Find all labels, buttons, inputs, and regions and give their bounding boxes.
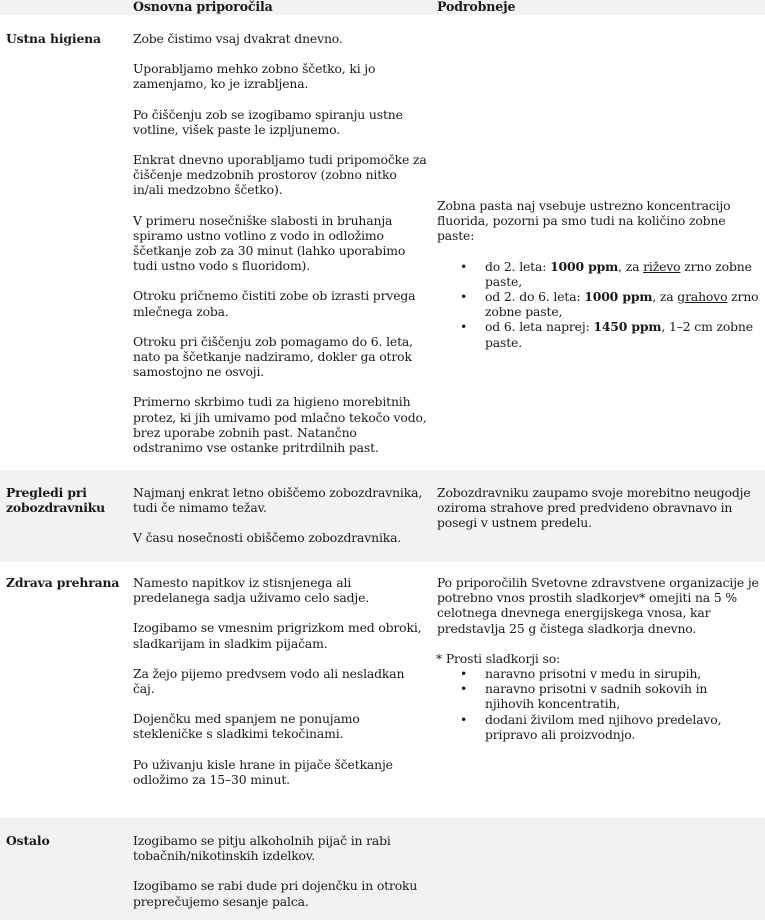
header-basic-recommendations: Osnovna priporočila (133, 0, 273, 14)
recommendation: Uporabljamo mehko zobno ščetko, ki jo zamenjamo, ko je izrabljena. (133, 61, 376, 92)
table-row-healthy-diet (0, 562, 765, 818)
recommendation: Otroku pričnemo čistiti zobe ob izrasti prvega mlečnega zoba. (133, 288, 416, 319)
recommendation: Po čiščenju zob se izogibamo spiranju ustne votline, višek paste le izpljunemo. (133, 106, 403, 137)
details (437, 485, 759, 531)
basic-recommendations (133, 485, 428, 546)
recommendation: Po uživanju kisle hrane in pijače ščetkanje odložimo za 15–30 minut. (133, 756, 393, 787)
recommendation: Izogibamo se pitju alkoholnih pijač in rabi tobačnih/nikotinskih izdelkov. (133, 833, 391, 864)
category-label: Ustna higiena (6, 31, 101, 46)
table-row-dental-checkups (0, 470, 765, 562)
fluoride-concentration: 1450 ppm (593, 319, 662, 335)
fluoride-concentration: 1000 ppm (550, 258, 619, 274)
recommendation: Primerno skrbimo tudi za higieno morebitnih protez, ki jih umivamo pod mlačno tekočo vodo, brez uporabe zobnih past. Natančno odstranimo vse ostanke pritrdilnih past. (133, 394, 427, 456)
underlined-term: riževo (643, 258, 681, 274)
recommendation: Zobe čistimo vsaj dvakrat dnevno. (133, 31, 343, 46)
category-label: Ostalo (6, 833, 50, 848)
category-label: Zdrava prehrana (6, 575, 120, 590)
recommendation: Najmanj enkrat letno obiščemo zobozdravnika, tudi če nimamo težav. (133, 485, 423, 516)
recommendation: Enkrat dnevno uporabljamo tudi pripomočke za čiščenje medzobnih prostorov (zobno nitko in/ali medzobno ščetko). (133, 152, 427, 198)
recommendation: Izogibamo se rabi dude pri dojenčku in otroku preprečujemo sesanje palca. (133, 878, 418, 909)
list-item: • od 6. leta naprej: 1450 ppm, 1–2 cm zobne paste. (485, 319, 759, 349)
table-row-other (0, 818, 765, 920)
free-sugars-list (437, 666, 759, 742)
details-intro: Zobozdravniku zaupamo svoje morebitno neugodje oziroma strahove pred predvideno obravnavo in posegi v ustnem predelu. (437, 485, 751, 531)
list-item: • od 2. do 6. leta: 1000 ppm, za grahovo zrno zobne paste, (485, 289, 759, 319)
list-item: • do 2. leta: 1000 ppm, za riževo zrno zobne paste, (485, 259, 759, 289)
recommendation: Otroku pri čiščenju zob pomagamo do 6. leta, nato pa ščetkanje nadziramo, dokler ga otrok samostojno ne osvoji. (133, 333, 413, 380)
list-item: • naravno prisotni v medu in sirupih, (485, 666, 759, 681)
details (437, 575, 759, 742)
recommendation: Namesto napitkov iz stisnjenega ali predelanega sadja uživamo celo sadje. (133, 575, 370, 606)
recommendation: Dojenčku med spanjem ne ponujamo stekleničke s sladkimi tekočinami. (133, 711, 360, 742)
basic-recommendations (133, 575, 428, 787)
fluoride-concentration: 1000 ppm (584, 289, 653, 305)
recommendation: V času nosečnosti obiščemo zobozdravnika. (133, 530, 402, 546)
basic-recommendations (133, 31, 428, 455)
details (437, 198, 759, 350)
category-label: Pregledi pri zobozdravniku (6, 485, 106, 516)
details-intro: Po priporočilih Svetovne zdravstvene organizacije je potrebno vnos prostih sladkorjev* omejiti na 5 % celotnega dnevnega energijskega vnosa, kar predstavlja 25 g čistega sladkorja dnevno. (437, 575, 759, 636)
basic-recommendations (133, 833, 428, 909)
table-header (0, 0, 765, 15)
free-sugars-note: * Prosti sladkorji so: (436, 650, 561, 666)
recommendation: Za žejo pijemo predvsem vodo ali nesladkan čaj. (133, 665, 405, 697)
list-item: • dodani živilom med njihovo predelavo, pripravo ali proizvodnjo. (485, 712, 759, 742)
underlined-term: grahovo (677, 289, 728, 305)
recommendation: Izogibamo se vmesnim prigrizkom med obroki, sladkarijam in sladkim pijačam. (133, 620, 422, 651)
table-row-oral-hygiene (0, 15, 765, 470)
recommendation: V primeru nosečniške slabosti in bruhanja spiramo ustno votlino z vodo in odložimo ščetkanje zob za 30 minut (lahko uporabimo tudi ustno vodo s fluoridom). (133, 212, 406, 274)
list-item: • naravno prisotni v sadnih sokovih in njihovih koncentratih, (485, 681, 759, 711)
header-details: Podrobneje (437, 0, 516, 14)
details-intro: Zobna pasta naj vsebuje ustrezno koncentracijo fluorida, pozorni pa smo tudi na količino zobne paste: (437, 198, 731, 244)
toothpaste-dosage-list (437, 259, 759, 350)
